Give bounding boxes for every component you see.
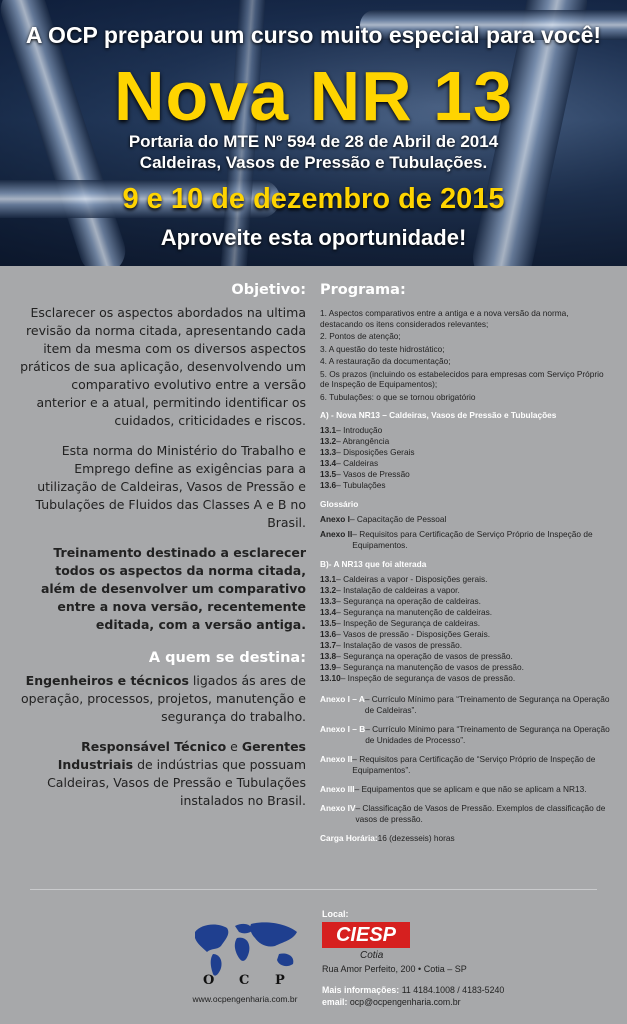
destina-title: A quem se destina: [148, 650, 306, 666]
list-item: 2. Pontos de atenção; [320, 331, 401, 341]
list-item: 3. A questão do teste hidrostático; [320, 343, 445, 354]
list-item: 13.9 – Segurança na manutenção de vasos de pressão. [320, 662, 524, 672]
list-item: 13.4 – Caldeiras [320, 458, 379, 468]
email-line: email: ocp@ocpengenharia.com.br [322, 996, 461, 1007]
list-item: 13.10 – Inspeção de segurança de vasos de pressão. [320, 673, 516, 683]
objetivo-title: Objetivo: [231, 282, 306, 298]
list-item: 13.8 – Segurança na operação de vasos de pressão. [320, 651, 513, 661]
list-item: Anexo I – A – Currículo Mínimo para “Treinamento de Segurança na Operação de Caldeiras”. [320, 694, 610, 715]
world-map-icon [195, 922, 297, 975]
list-item: 6. Tubulações: o que se tornou obrigatório [320, 391, 476, 402]
course-dates: 9 e 10 de dezembro de 2015 [122, 183, 505, 215]
list-item: 5. Os prazos (incluindo os estabelecidos para empresas com Serviço Próprio de Inspeção de Equipamentos); [320, 368, 604, 389]
list-item: Anexo II – Requisitos para Certificação de “Serviço Próprio de Inspeção de Equipamentos”. [320, 754, 596, 775]
list-item: 13.5 – Vasos de Pressão [320, 469, 410, 479]
objetivo-paragraph: Esclarecer os aspectos abordados na ultima revisão da norma citada, apresentando cada item da mesma com os diversos aspectos práticos de sua aplicação, desenvolvendo um comparativo evolutivo entre a versão anterior e a atual, permitindo identificar os cuidados, criticidades e riscos. [20, 305, 306, 428]
list-item: Anexo II – Requisitos para Certificação de Serviço Próprio de Inspeção de Equipamentos. [320, 529, 593, 550]
list-item: 13.3 – Disposições Gerais [320, 447, 415, 457]
list-item: 1. Aspectos comparativos entre a antiga e a nova versão da norma, destacando os itens considerados relevantes; [320, 308, 569, 329]
section-b-heading: B)- A NR13 que foi alterada [320, 559, 427, 569]
list-item: Anexo III – Equipamentos que se aplicam e que não se aplicam a NR13. [320, 784, 587, 794]
left-column [18, 282, 306, 810]
destina-paragraph-1: Engenheiros e técnicos ligados ás ares de operação, processos, projetos, manutenção e segurança do trabalho. [21, 673, 306, 724]
call-to-action: Aproveite esta oportunidade! [160, 225, 467, 250]
list-item: 13.5 – Inspeção de Segurança de caldeiras. [320, 618, 481, 628]
list-item: Anexo I – Capacitação de Pessoal [320, 514, 447, 524]
section-a-list [320, 425, 612, 491]
ocp-website-link[interactable]: www.ocpengenharia.com.br [192, 994, 298, 1004]
section-a-heading: A) - Nova NR13 – Caldeiras, Vasos de Pressão e Tubulações [320, 410, 557, 420]
treinamento-paragraph: Treinamento destinado a esclarecer todos os aspectos da norma citada, além de desenvolver um comparativo entre a nova versão, recentemente editada, com a versão antiga. [40, 545, 306, 632]
header-banner [0, 0, 627, 266]
list-item: 13.6 – Tubulações [320, 480, 386, 490]
list-item: 13.7 – Instalação de vasos de pressão. [320, 640, 463, 650]
norma-paragraph: Esta norma do Ministério do Trabalho e Emprego define as exigências para a utilização de Caldeiras, Vasos de Pressão e Tubulações de Fluidos das Classes A e B no Brasil. [35, 443, 306, 530]
right-column [320, 282, 612, 844]
course-title: Nova NR 13 [113, 57, 514, 135]
ciesp-logo: CIESP [322, 922, 410, 948]
destina-paragraph-2: Responsável Técnico e Gerentes Industriais de indústrias que possuam Caldeiras, Vasos de Pressão e Tubulações instalados no Brasil. [47, 739, 306, 808]
portaria-line: Portaria do MTE Nº 594 de 28 de Abril de 2014 [128, 132, 499, 151]
anexos-list [320, 694, 612, 844]
list-item: 13.3 – Segurança na operação de caldeiras. [320, 596, 481, 606]
email-link[interactable]: ocp@ocpengenharia.com.br [347, 996, 461, 1007]
list-item: 13.1 – Introdução [320, 425, 383, 435]
venue-address: Rua Amor Perfeito, 200 • Cotia – SP [322, 964, 467, 974]
list-item: 13.1 – Caldeiras a vapor - Disposições gerais. [320, 574, 488, 584]
ocp-world-map-logo [187, 918, 305, 990]
local-label: Local: [322, 909, 349, 919]
list-item: 13.2 – Abrangência [320, 436, 390, 446]
list-item: Anexo I – B – Currículo Mínimo para “Treinamento de Segurança na Operação de Unidades de Processo”. [320, 724, 610, 745]
section-b-list [320, 574, 612, 684]
phone-line: Mais informações: 11 4184.1008 / 4183-5240 [322, 985, 505, 995]
ocp-letter-o: O [203, 973, 215, 988]
subject-line: Caldeiras, Vasos de Pressão e Tubulações. [139, 153, 488, 172]
list-item: Anexo IV – Classificação de Vasos de Pressão. Exemplos de classificação de vasos de pressão. [320, 803, 606, 824]
venue-city: Cotia [360, 950, 384, 961]
footer-divider [30, 889, 597, 890]
glossario-list [320, 514, 612, 551]
list-item: 13.6 – Vasos de pressão - Disposições Gerais. [320, 629, 491, 639]
phone-number[interactable]: 11 4184.1008 / 4183-5240 [399, 985, 505, 995]
programa-title: Programa: [320, 282, 406, 298]
list-item: 4. A restauração da documentação; [320, 356, 451, 366]
carga-horaria: Carga Horária: 16 (dezesseis) horas [320, 833, 455, 843]
list-item: 13.4 – Segurança na manutenção de caldeiras. [320, 607, 493, 617]
ocp-letter-c: C [239, 973, 250, 988]
ocp-letter-p: P [275, 973, 285, 988]
programa-list [320, 308, 612, 402]
contact-info [322, 985, 504, 1008]
glossario-heading: Glossário [320, 499, 359, 509]
list-item: 13.2 – Instalação de caldeiras a vapor. [320, 585, 460, 595]
header-tagline: A OCP preparou um curso muito especial para você! [25, 22, 602, 48]
